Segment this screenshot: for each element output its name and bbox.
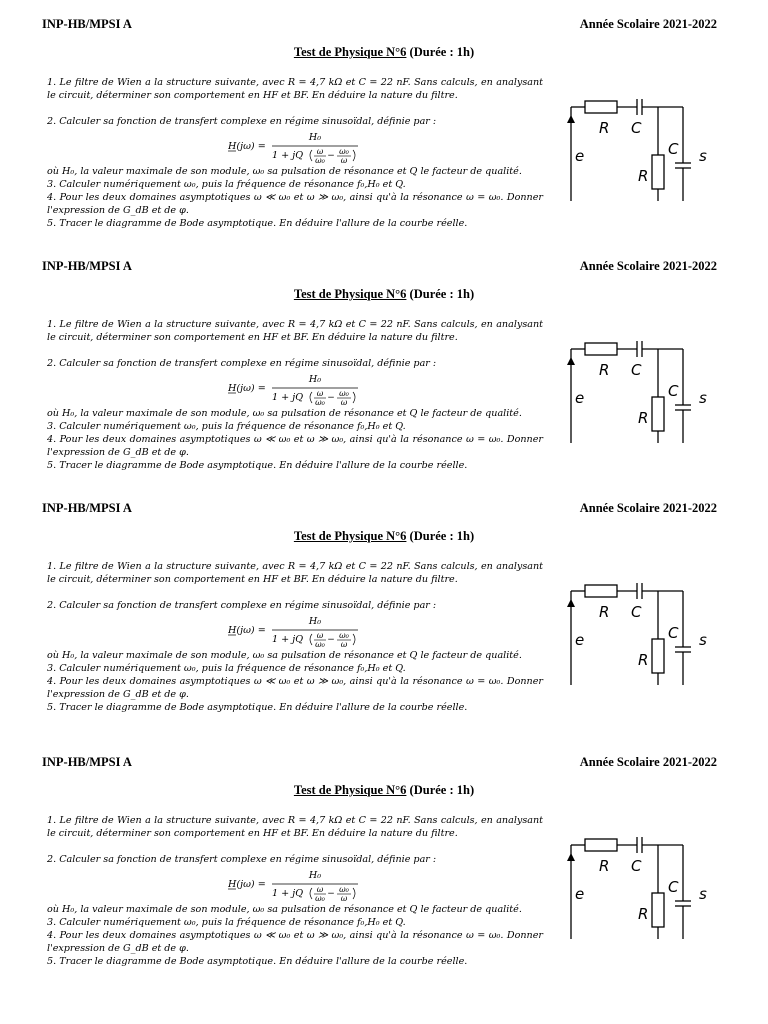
formula-lhs: H(jω) = <box>228 383 266 394</box>
capacitor-c-series-label: C <box>631 857 642 875</box>
question-1: 1. Le filtre de Wien a la structure suivante, avec R = 4,7 kΩ et C = 22 nF. Sans calculs, en analysant le circuit, déterminer son comportement en HF et BF. En déduire la nature du filtre. <box>47 815 543 839</box>
formula-omega-num: ω <box>316 389 324 398</box>
question-4: 4. Pour les deux domaines asymptotiques ω ≪ ω₀ et ω ≫ ω₀, ainsi qu'à la résonance ω = ω₀. Donner l'expression de G_dB et de φ. <box>47 192 543 216</box>
formula-omega0-num: ω₀ <box>339 389 349 398</box>
output-voltage-label: s <box>699 147 707 165</box>
formula-explanation: où H₀, la valeur maximale de son module, ω₀ sa pulsation de résonance et Q le facteur de qualité. <box>47 650 522 661</box>
transfer-function-formula <box>228 126 368 166</box>
question-3: 3. Calculer numériquement ω₀, puis la fréquence de résonance f₀,H₀ et Q. <box>47 179 406 190</box>
school-class-header: INP-HB/MPSI A <box>42 17 132 31</box>
question-3: 3. Calculer numériquement ω₀, puis la fréquence de résonance f₀,H₀ et Q. <box>47 663 406 674</box>
formula-omega-num: ω <box>316 631 324 640</box>
formula-omega-den: ω <box>340 398 348 407</box>
wien-circuit-diagram <box>561 553 721 685</box>
transfer-function-formula <box>228 864 368 904</box>
questions-3-5 <box>47 649 543 714</box>
questions-3-5 <box>47 165 543 230</box>
test-title <box>0 783 768 798</box>
output-voltage-label: s <box>699 885 707 903</box>
capacitor-c-parallel-label: C <box>668 140 679 158</box>
test-duration: (Durée : 1h) <box>409 45 475 59</box>
formula-omega0-num: ω₀ <box>339 147 349 156</box>
formula-omega0-den: ω₀ <box>315 156 325 165</box>
formula-denominator: 1 + jQ <box>272 150 304 161</box>
formula-omega0-den: ω₀ <box>315 398 325 407</box>
formula-omega0-den: ω₀ <box>315 894 325 903</box>
school-class-header: INP-HB/MPSI A <box>42 501 132 515</box>
school-year-header: Année Scolaire 2021-2022 <box>579 501 717 515</box>
test-duration: (Durée : 1h) <box>409 287 475 301</box>
resistor-r-series-label: R <box>599 857 610 875</box>
question-1: 1. Le filtre de Wien a la structure suivante, avec R = 4,7 kΩ et C = 22 nF. Sans calculs, en analysant le circuit, déterminer son comportement en HF et BF. En déduire la nature du filtre. <box>47 561 543 585</box>
formula-omega-num: ω <box>316 147 324 156</box>
transfer-function-formula <box>228 610 368 650</box>
formula-explanation: où H₀, la valeur maximale de son module, ω₀ sa pulsation de résonance et Q le facteur de qualité. <box>47 408 522 419</box>
capacitor-c-parallel-label: C <box>668 624 679 642</box>
school-class-header: INP-HB/MPSI A <box>42 259 132 273</box>
test-sheet-1 <box>0 17 768 265</box>
question-3: 3. Calculer numériquement ω₀, puis la fréquence de résonance f₀,H₀ et Q. <box>47 421 406 432</box>
resistor-r-parallel-label: R <box>638 167 649 185</box>
resistor-r-parallel-label: R <box>638 905 649 923</box>
wien-circuit-diagram <box>561 807 721 939</box>
formula-omega0-den: ω₀ <box>315 640 325 649</box>
test-title-main: Test de Physique N°6 <box>293 783 407 797</box>
formula-omega0-num: ω₀ <box>339 885 349 894</box>
formula-denominator: 1 + jQ <box>272 392 304 403</box>
test-title <box>0 287 768 302</box>
formula-numerator: H₀ <box>308 870 322 881</box>
capacitor-c-parallel-label: C <box>668 382 679 400</box>
questions-3-5 <box>47 407 543 472</box>
input-voltage-label: e <box>575 147 585 165</box>
resistor-r-parallel-label: R <box>638 651 649 669</box>
school-year-header: Année Scolaire 2021-2022 <box>579 755 717 769</box>
input-voltage-label: e <box>575 885 585 903</box>
formula-numerator: H₀ <box>308 616 322 627</box>
test-title <box>0 529 768 544</box>
formula-omega-den: ω <box>340 894 348 903</box>
test-title <box>0 45 768 60</box>
input-voltage-label: e <box>575 389 585 407</box>
questions-3-5 <box>47 903 543 968</box>
test-title-main: Test de Physique N°6 <box>293 45 407 59</box>
school-year-header: Année Scolaire 2021-2022 <box>579 17 717 31</box>
test-sheet-4 <box>0 755 768 1003</box>
test-duration: (Durée : 1h) <box>409 529 475 543</box>
question-2: 2. Calculer sa fonction de transfert complexe en régime sinusoïdal, définie par : <box>47 600 437 611</box>
formula-omega-den: ω <box>340 156 348 165</box>
capacitor-c-parallel-label: C <box>668 878 679 896</box>
capacitor-c-series-label: C <box>631 119 642 137</box>
test-sheet-3 <box>0 501 768 749</box>
question-4: 4. Pour les deux domaines asymptotiques ω ≪ ω₀ et ω ≫ ω₀, ainsi qu'à la résonance ω = ω₀. Donner l'expression de G_dB et de φ. <box>47 434 543 458</box>
question-2: 2. Calculer sa fonction de transfert complexe en régime sinusoïdal, définie par : <box>47 358 437 369</box>
formula-lhs: H(jω) = <box>228 625 266 636</box>
formula-lhs: H(jω) = <box>228 141 266 152</box>
formula-numerator: H₀ <box>308 132 322 143</box>
test-title-main: Test de Physique N°6 <box>293 529 407 543</box>
wien-circuit-diagram <box>561 69 721 201</box>
formula-numerator: H₀ <box>308 374 322 385</box>
resistor-r-series-label: R <box>599 361 610 379</box>
wien-circuit-diagram <box>561 311 721 443</box>
formula-denominator: 1 + jQ <box>272 888 304 899</box>
svg-text:−: − <box>327 889 335 899</box>
question-1: 1. Le filtre de Wien a la structure suivante, avec R = 4,7 kΩ et C = 22 nF. Sans calculs, en analysant le circuit, déterminer son comportement en HF et BF. En déduire la nature du filtre. <box>47 319 543 343</box>
svg-text:−: − <box>327 393 335 403</box>
formula-omega0-num: ω₀ <box>339 631 349 640</box>
resistor-r-series-label: R <box>599 603 610 621</box>
formula-explanation: où H₀, la valeur maximale de son module, ω₀ sa pulsation de résonance et Q le facteur de qualité. <box>47 166 522 177</box>
test-title-main: Test de Physique N°6 <box>293 287 407 301</box>
svg-text:−: − <box>327 151 335 161</box>
formula-omega-num: ω <box>316 885 324 894</box>
question-5: 5. Tracer le diagramme de Bode asymptotique. En déduire l'allure de la courbe réelle. <box>47 460 468 471</box>
capacitor-c-series-label: C <box>631 603 642 621</box>
formula-lhs: H(jω) = <box>228 879 266 890</box>
svg-text:−: − <box>327 635 335 645</box>
question-2: 2. Calculer sa fonction de transfert complexe en régime sinusoïdal, définie par : <box>47 116 437 127</box>
question-5: 5. Tracer le diagramme de Bode asymptotique. En déduire l'allure de la courbe réelle. <box>47 702 468 713</box>
resistor-r-parallel-label: R <box>638 409 649 427</box>
question-4: 4. Pour les deux domaines asymptotiques ω ≪ ω₀ et ω ≫ ω₀, ainsi qu'à la résonance ω = ω₀. Donner l'expression de G_dB et de φ. <box>47 930 543 954</box>
capacitor-c-series-label: C <box>631 361 642 379</box>
school-year-header: Année Scolaire 2021-2022 <box>579 259 717 273</box>
question-5: 5. Tracer le diagramme de Bode asymptotique. En déduire l'allure de la courbe réelle. <box>47 956 468 967</box>
question-3: 3. Calculer numériquement ω₀, puis la fréquence de résonance f₀,H₀ et Q. <box>47 917 406 928</box>
question-4: 4. Pour les deux domaines asymptotiques ω ≪ ω₀ et ω ≫ ω₀, ainsi qu'à la résonance ω = ω₀. Donner l'expression de G_dB et de φ. <box>47 676 543 700</box>
test-sheet-2 <box>0 259 768 507</box>
question-2: 2. Calculer sa fonction de transfert complexe en régime sinusoïdal, définie par : <box>47 854 437 865</box>
question-5: 5. Tracer le diagramme de Bode asymptotique. En déduire l'allure de la courbe réelle. <box>47 218 468 229</box>
formula-denominator: 1 + jQ <box>272 634 304 645</box>
output-voltage-label: s <box>699 631 707 649</box>
resistor-r-series-label: R <box>599 119 610 137</box>
output-voltage-label: s <box>699 389 707 407</box>
test-duration: (Durée : 1h) <box>409 783 475 797</box>
school-class-header: INP-HB/MPSI A <box>42 755 132 769</box>
question-1: 1. Le filtre de Wien a la structure suivante, avec R = 4,7 kΩ et C = 22 nF. Sans calculs, en analysant le circuit, déterminer son comportement en HF et BF. En déduire la nature du filtre. <box>47 77 543 101</box>
formula-explanation: où H₀, la valeur maximale de son module, ω₀ sa pulsation de résonance et Q le facteur de qualité. <box>47 904 522 915</box>
transfer-function-formula <box>228 368 368 408</box>
formula-omega-den: ω <box>340 640 348 649</box>
input-voltage-label: e <box>575 631 585 649</box>
